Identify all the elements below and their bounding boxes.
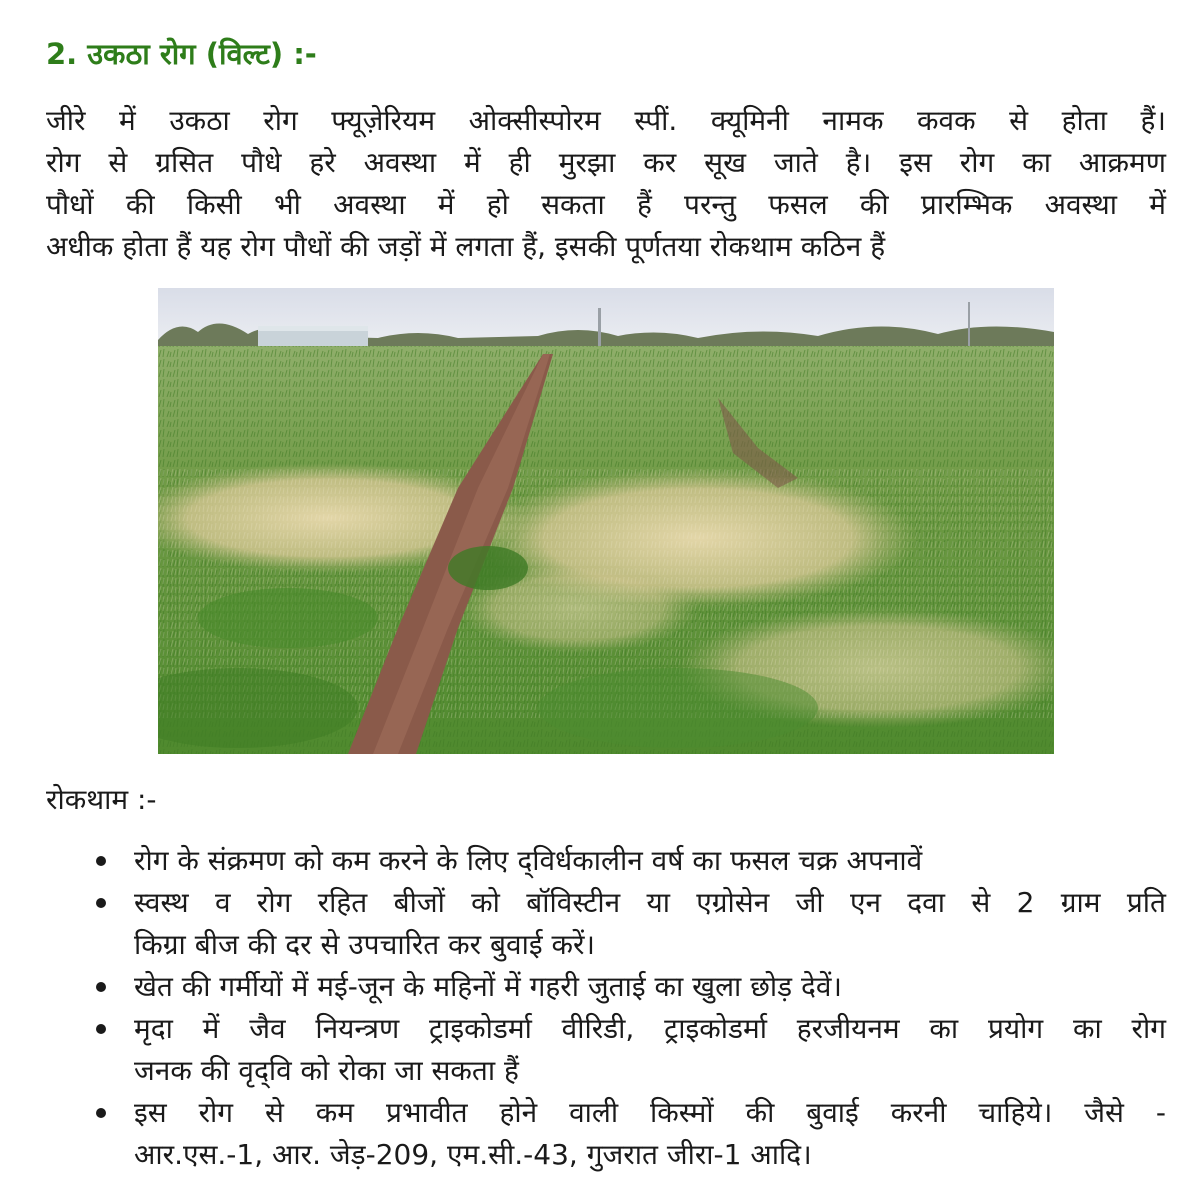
list-item-line: इस रोग से कम प्रभावीत होने वाली किस्मों की बुवाई करनी चाहिये। जैसे -: [134, 1096, 1166, 1129]
list-item-line: जनक की वृद्‌वि को रोका जा सकता हैं: [134, 1054, 519, 1087]
list-item-line: मृदा में जैव नियन्त्रण ट्राइकोडर्मा वीरिडी, ट्राइकोडर्मा हरजीयनम का प्रयोग का रोग: [134, 1012, 1166, 1045]
control-heading: रोकथाम :-: [46, 783, 157, 816]
list-item: [92, 1008, 1166, 1092]
list-item: [92, 840, 1166, 882]
wilted-cumin-field-photo: [158, 288, 1054, 754]
list-item: [92, 882, 1166, 966]
bullet-icon: [96, 982, 106, 992]
list-item: [92, 1092, 1166, 1176]
list-item: [92, 966, 1166, 1008]
list-item-line: खेत की गर्मीयों में मई-जून के महिनों में गहरी जुताई का खुला छोड़ देवें।: [134, 970, 843, 1003]
section-heading: 2. उकठा रोग (विल्ट) :-: [46, 37, 317, 71]
paragraph-line: पौधों की किसी भी अवस्था में हो सकता हैं परन्तु फसल की प्रारम्भिक अवस्था में: [46, 188, 1166, 221]
bullet-icon: [96, 1024, 106, 1034]
paragraph-line: रोग से ग्रसित पौधे हरे अवस्था में ही मुरझा कर सूख जाते है। इस रोग का आक्रमण: [46, 146, 1166, 179]
control-measures-list: [92, 840, 1166, 1176]
list-item-line: आर.एस.-1, आर. जेड़-209, एम.सी.-43, गुजरात जीरा-1 आदि।: [134, 1138, 812, 1171]
paragraph-line: जीरे में उकठा रोग फ्यूज़ेरियम ओक्सीस्पोरम स्पीं. क्यूमिनी नामक कवक से होता हैं।: [46, 104, 1166, 137]
bullet-icon: [96, 898, 106, 908]
bullet-icon: [96, 856, 106, 866]
list-item-line: किग्रा बीज की दर से उपचारित कर बुवाई करें।: [134, 928, 596, 961]
paragraph-line: अधीक होता हैं यह रोग पौधों की जड़ों में लगता हैं, इसकी पूर्णतया रोकथाम कठिन हैं: [46, 230, 886, 263]
list-item-line: स्वस्थ व रोग रहित बीजों को बॉविस्टीन या एग्रोसेन जी एन दवा से 2 ग्राम प्रति: [134, 886, 1166, 919]
wilt-description-paragraph: [46, 100, 1166, 268]
bullet-icon: [96, 1108, 106, 1118]
list-item-line: रोग के संक्रमण को कम करने के लिए द्‌विर्धकालीन वर्ष का फसल चक्र अपनावें: [134, 844, 923, 877]
